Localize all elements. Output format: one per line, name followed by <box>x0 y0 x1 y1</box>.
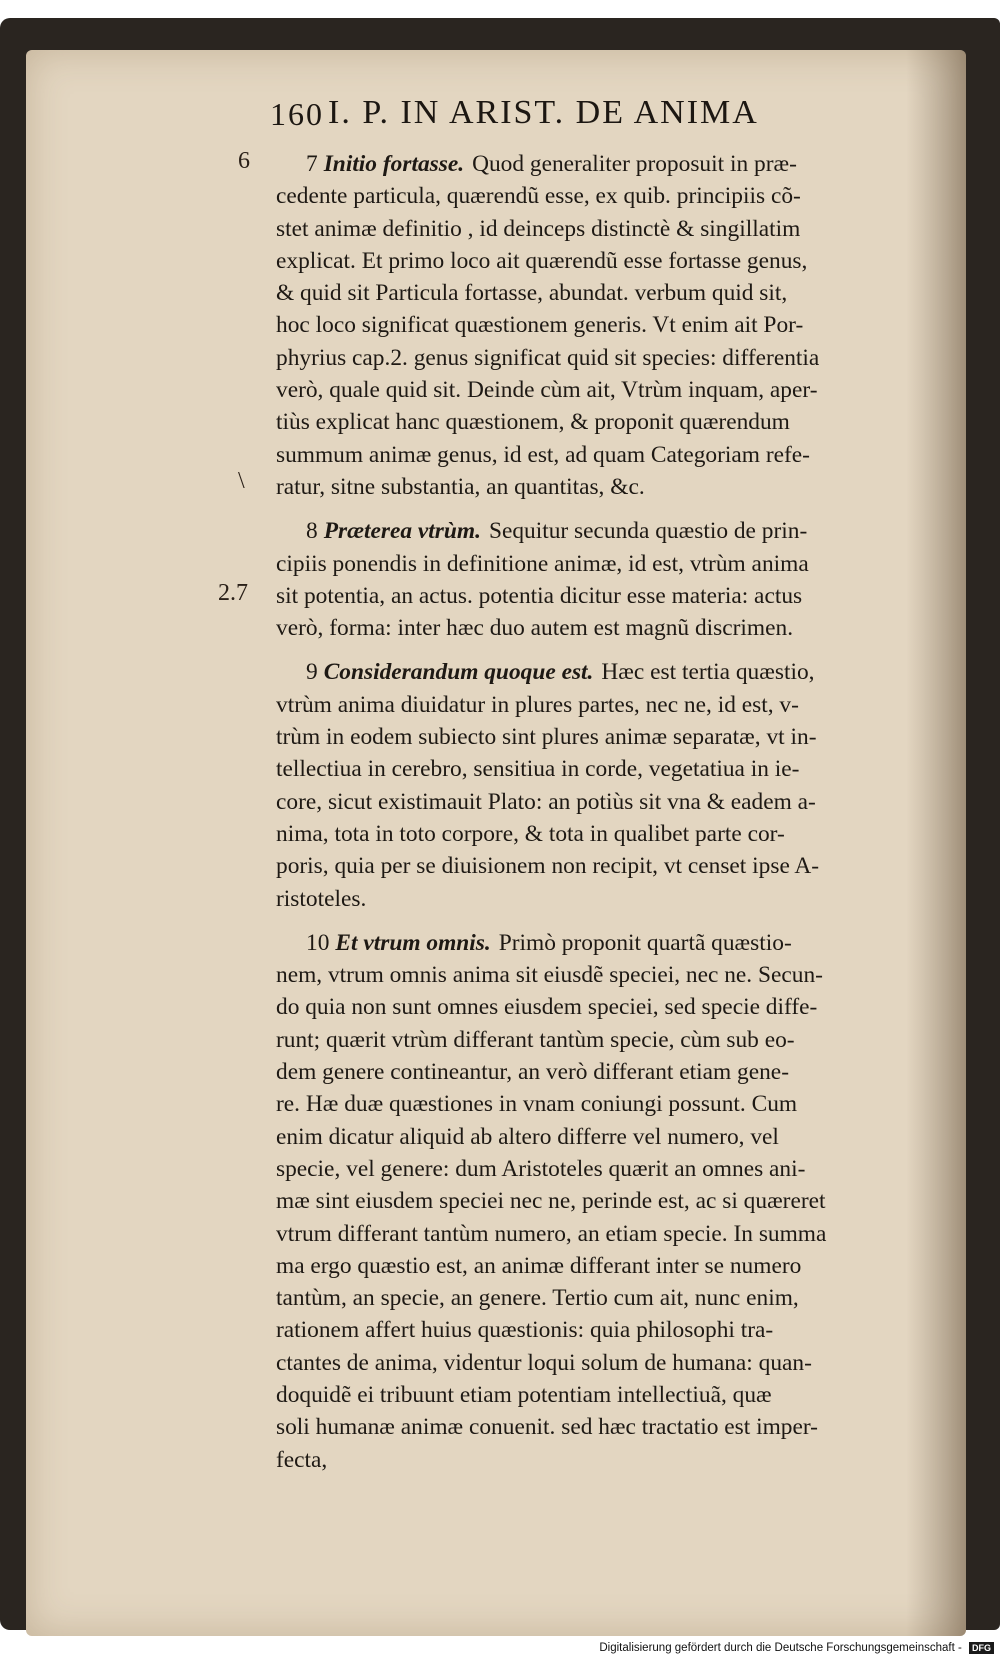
line-text: stet animæ definitio , id deinceps distinctè & singillatim <box>276 215 801 242</box>
line-text: re. Hæ duæ quæstiones in vnam coniungi possunt. Cum <box>276 1091 798 1118</box>
line-text: Hæc est tertia quæstio, <box>601 659 815 686</box>
line-text: tellectiua in cerebro, sensitiua in corde, vegetatiua in ie- <box>276 756 800 783</box>
line-text: ctantes de anima, videntur loqui solum de humana: quan- <box>276 1349 812 1376</box>
margin-note: 2.7 <box>218 580 248 606</box>
text-line <box>276 1218 926 1250</box>
text-line <box>276 1088 926 1120</box>
text-line <box>276 213 926 245</box>
line-text: tantùm, an specie, an genere. Tertio cum ait, nunc enim, <box>276 1285 799 1312</box>
paragraph-number: 8 <box>306 518 318 545</box>
text-line <box>276 1056 926 1088</box>
text-line <box>276 927 926 959</box>
text-line <box>276 439 926 471</box>
line-text: Sequitur secunda quæstio de prin- <box>488 518 808 545</box>
page-header <box>270 94 870 144</box>
text-line <box>276 148 926 180</box>
line-text: verò, forma: inter hæc duo autem est magnũ discrimen. <box>276 615 794 642</box>
line-text: phyrius cap.2. genus significat quid sit species: differentia <box>276 344 820 371</box>
text-line <box>276 548 926 580</box>
line-text: cipiis ponendis in definitione animæ, id est, vtrùm anima <box>276 550 809 577</box>
dfg-logo-icon: DFG <box>969 1642 994 1654</box>
line-text: trùm in eodem subiecto sint plures animæ separatæ, vt in- <box>276 724 817 751</box>
text-line <box>276 786 926 818</box>
line-text: enim dicatur aliquid ab altero differre vel numero, vel <box>276 1123 779 1150</box>
text-line <box>276 309 926 341</box>
lemma: Initio fortasse. <box>323 151 465 177</box>
line-text: soli humanæ animæ conuenit. sed hæc tractatio est imper- <box>276 1414 818 1441</box>
line-text: ratur, sitne substantia, an quantitas, &c. <box>276 473 645 500</box>
line-text: rationem affert huius quæstionis: quia philosophi tra- <box>276 1317 774 1344</box>
line-text: specie, vel genere: dum Aristoteles quærit an omnes ani- <box>276 1155 806 1182</box>
text-line <box>276 850 926 882</box>
text-line <box>276 180 926 212</box>
line-text: nima, tota in toto corpore, & tota in qualibet parte cor- <box>276 820 785 847</box>
text-line <box>276 991 926 1023</box>
paragraph <box>276 515 926 644</box>
body-text <box>276 148 926 1488</box>
text-line <box>276 959 926 991</box>
line-text: explicat. Et primo loco ait quærendũ esse fortasse genus, <box>276 247 808 274</box>
text-line <box>276 612 926 644</box>
line-text: Quod generaliter proposuit in præ- <box>472 151 797 177</box>
line-text: tiùs explicat hanc quæstionem, & proponit quærendum <box>276 409 790 436</box>
line-text: vtrum differant tantùm numero, an etiam specie. In summa <box>276 1220 827 1247</box>
text-line <box>276 1250 926 1282</box>
margin-note: 6 <box>238 148 250 174</box>
text-line <box>276 471 926 503</box>
line-text: verò, quale quid sit. Deinde cùm ait, Vtrùm inquam, aper- <box>276 377 818 404</box>
text-line <box>276 1153 926 1185</box>
line-text: dem genere contineantur, an verò differant etiam gene- <box>276 1059 789 1086</box>
digitization-footer <box>599 1642 994 1662</box>
line-text: cedente particula, quærendũ esse, ex quib. principiis cõ- <box>276 183 801 210</box>
text-line <box>276 515 926 547</box>
line-text: do quia non sunt omnes eiusdem speciei, sed specie diffe- <box>276 994 818 1021</box>
line-text: & quid sit Particula fortasse, abundat. verbum quid sit, <box>276 280 788 307</box>
line-text: Primò proponit quartã quæstio- <box>498 929 792 956</box>
text-line <box>276 1379 926 1411</box>
line-text: nem, vtrum omnis anima sit eiusdẽ speciei, nec ne. Secun- <box>276 962 823 989</box>
paragraph <box>276 927 926 1476</box>
line-text: runt; quærit vtrùm differant tantùm specie, cùm sub eo- <box>276 1026 795 1053</box>
line-text: hoc loco significat quæstionem generis. Vt enim ait Por- <box>276 312 804 339</box>
footer-text: Digitalisierung gefördert durch die Deutsche Forschungsgemeinschaft - <box>599 1642 962 1655</box>
lemma: Præterea vtrùm. <box>323 518 481 545</box>
text-line <box>276 406 926 438</box>
text-line <box>276 1121 926 1153</box>
text-line <box>276 277 926 309</box>
text-line <box>276 818 926 850</box>
line-text: ristoteles. <box>276 885 367 912</box>
line-text: poris, quia per se diuisionem non recipit, vt censet ipse A- <box>276 853 820 880</box>
page <box>26 50 966 1636</box>
text-line <box>276 1185 926 1217</box>
line-text: mæ sint eiusdem speciei nec ne, perinde est, ac si quæreret <box>276 1188 826 1215</box>
paragraph-number: 10 <box>306 929 330 956</box>
text-line <box>276 245 926 277</box>
line-text: sit potentia, an actus. potentia dicitur esse materia: actus <box>276 582 803 609</box>
text-line <box>276 721 926 753</box>
text-line <box>276 753 926 785</box>
line-text: summum animæ genus, id est, ad quam Categoriam refe- <box>276 441 810 468</box>
line-text: vtrùm anima diuidatur in plures partes, nec ne, id est, v- <box>276 691 799 718</box>
text-line <box>276 1444 926 1476</box>
paragraph <box>276 656 926 914</box>
text-line <box>276 689 926 721</box>
line-text: doquidẽ ei tribuunt etiam potentiam intellectiuã, quæ <box>276 1381 772 1408</box>
line-text: core, sicut existimauit Plato: an potiùs sit vna & eadem a- <box>276 788 816 815</box>
paragraph-number: 7 <box>306 151 318 177</box>
text-line <box>276 580 926 612</box>
text-line <box>276 1024 926 1056</box>
lemma: Et vtrum omnis. <box>335 929 491 956</box>
text-line <box>276 374 926 406</box>
text-line <box>276 1411 926 1443</box>
page-number: 160 <box>270 96 324 132</box>
margin-note: \ <box>238 468 245 494</box>
paragraph-number: 9 <box>306 659 318 686</box>
text-line <box>276 883 926 915</box>
text-line <box>276 656 926 688</box>
text-line <box>276 1282 926 1314</box>
lemma: Considerandum quoque est. <box>323 659 594 686</box>
running-title: I. P. IN ARIST. DE ANIMA <box>328 94 759 131</box>
line-text: ma ergo quæstio est, an animæ differant inter se numero <box>276 1252 802 1279</box>
text-line <box>276 1314 926 1346</box>
text-line <box>276 342 926 374</box>
paragraph <box>276 148 926 503</box>
text-line <box>276 1347 926 1379</box>
line-text: fecta, <box>276 1446 328 1473</box>
book-scan <box>0 18 1000 1630</box>
